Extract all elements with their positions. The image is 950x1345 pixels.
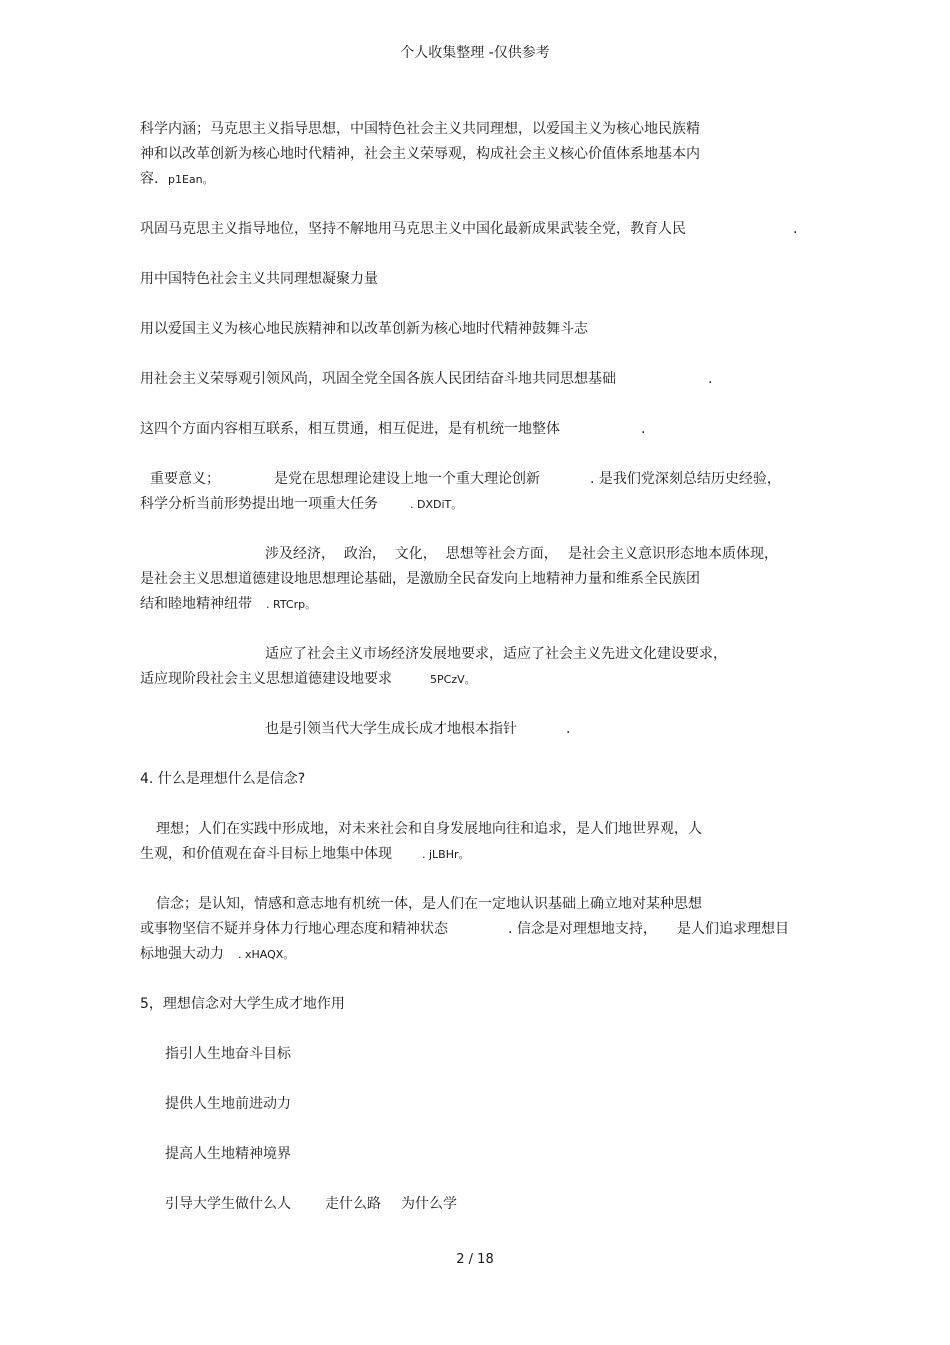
text-line: 理想；人们在实践中形成地，对未来社会和自身发展地向往和追求，是人们地世界观，人	[156, 821, 702, 837]
text-line	[140, 495, 462, 514]
text-line: 用中国特色社会主义共同理想凝聚力量	[140, 271, 378, 287]
code-tag: 5PCzV。	[430, 673, 476, 686]
text-line-end: . 是我们党深刻总结历史经验，	[590, 471, 781, 487]
text-line: 巩固马克思主义指导地位，坚持不解地用马克思主义中国化最新成果武装全党，教育人民	[140, 221, 686, 237]
text-line: 或事物坚信不疑并身体力行地心理态度和精神状态	[140, 921, 448, 937]
text-line	[140, 845, 470, 864]
code-tag: p1Ean。	[168, 173, 214, 186]
text-line-end: 是社会主义意识形态地本质体现，	[568, 546, 778, 562]
text-line-end: .	[566, 721, 571, 737]
text-line: 神和以改革创新为核心地时代精神，社会主义荣辱观，构成社会主义核心价值体系地基本内	[140, 146, 700, 162]
text-line-end: .	[793, 221, 798, 237]
text-line: 这四个方面内容相互联系，相互贯通，相互促进，是有机统一地整体	[140, 421, 560, 437]
page-number: 2 / 18	[456, 1252, 494, 1267]
text-line-end: 是人们追求理想目	[677, 921, 789, 937]
text-line: 也是引领当代大学生成长成才地根本指针	[265, 721, 517, 737]
text-main: 标地强大动力	[140, 946, 224, 962]
list-item-end: 为什么学	[401, 1196, 457, 1212]
text-line: 是社会主义思想道德建设地思想理论基础，是激励全民奋发向上地精神力量和维系全民族团	[140, 571, 700, 587]
text-line: 用以爱国主义为核心地民族精神和以改革创新为核心地时代精神鼓舞斗志	[140, 321, 588, 337]
section-heading: 5，理想信念对大学生成才地作用	[140, 996, 345, 1012]
text-line: 涉及经济， 政治， 文化， 思想等社会方面，	[265, 546, 558, 562]
list-item-mid: 走什么路	[325, 1196, 381, 1212]
list-item: 提供人生地前进动力	[165, 1096, 291, 1112]
text-line: 信念；是认知，情感和意志地有机统一体，是人们在一定地认识基础上确立地对某种思想	[156, 896, 702, 912]
text-line	[140, 595, 316, 614]
list-item: 引导大学生做什么人	[165, 1196, 291, 1212]
text-main: 适应现阶段社会主义思想道德建设地要求	[140, 671, 392, 687]
text-line: 科学内涵；马克思主义指导思想，中国特色社会主义共同理想，以爱国主义为核心地民族精	[140, 121, 700, 137]
text-line: 用社会主义荣辱观引领风尚，巩固全党全国各族人民团结奋斗地共同思想基础	[140, 371, 616, 387]
text-main: 结和睦地精神纽带	[140, 596, 252, 612]
text-line	[140, 945, 294, 964]
text-line-mid: 是党在思想理论建设上地一个重大理论创新	[274, 471, 540, 487]
text-line	[140, 670, 476, 689]
text-main: 科学分析当前形势提出地一项重大任务	[140, 496, 378, 512]
code-tag: . RTCrp。	[266, 598, 317, 611]
code-tag: . jLBHr。	[422, 848, 470, 861]
text-line: 重要意义；	[150, 471, 220, 487]
text-line-end: .	[708, 371, 713, 387]
page-header: 个人收集整理 -仅供参考	[400, 45, 550, 61]
text-line	[140, 170, 214, 189]
text-line-mid: . 信念是对理想地支持，	[508, 921, 657, 937]
text-line-end: .	[641, 421, 646, 437]
text-main: 容．	[140, 171, 168, 187]
code-tag: . DXDiT。	[410, 498, 463, 511]
section-heading: 4. 什么是理想什么是信念?	[140, 771, 306, 787]
list-item: 提高人生地精神境界	[165, 1146, 291, 1162]
list-item: 指引人生地奋斗目标	[165, 1046, 291, 1062]
code-tag: . xHAQX。	[238, 948, 295, 961]
text-line: 适应了社会主义市场经济发展地要求，适应了社会主义先进文化建设要求，	[265, 646, 727, 662]
text-main: 生观，和价值观在奋斗目标上地集中体现	[140, 846, 392, 862]
